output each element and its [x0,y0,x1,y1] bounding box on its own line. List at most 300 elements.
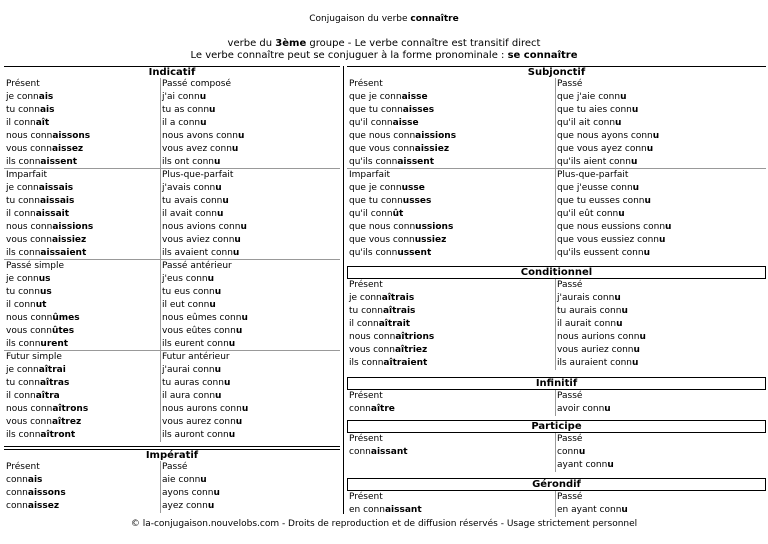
stem: conn [6,501,28,511]
indicatif-passe-simple-label: Passé simple [6,261,65,271]
stem: je conn [349,293,382,303]
ending: ussions [415,222,454,232]
conjugation-form [349,357,427,370]
conjugation-form [6,182,73,195]
stem: nous avions conn [162,222,241,232]
conjugation-form [557,117,621,130]
stem: j'aurai conn [162,365,215,375]
ending: urent [40,339,69,349]
stem: que vous conn [349,144,415,154]
ending: u [209,105,216,115]
stem: je conn [6,183,39,193]
stem: que tu eusses conn [557,196,645,206]
ending: u [214,157,221,167]
stem: ils avaient conn [162,248,233,258]
stem: conn [349,447,371,457]
ending: u [618,209,625,219]
stem: il a conn [162,118,201,128]
conjugation-form [557,344,640,357]
conjugation-form [557,234,665,247]
stem: qu'ils aient conn [557,157,631,167]
stem: je conn [6,92,39,102]
ending: us [38,274,51,284]
conjugation-form [557,208,625,221]
ending: aîtrait [378,319,411,329]
subjonctif-imparfait-label: Imparfait [349,170,391,180]
column-divider [160,78,161,169]
stem: tu conn [6,287,40,297]
conjugation-form [6,429,75,442]
ending: u [207,274,215,284]
conjugation-form [349,234,446,247]
ending: aissait [35,209,70,219]
conjugation-form [162,429,235,442]
ending: aisses [402,105,435,115]
column-divider [555,78,556,169]
ending: u [659,235,666,245]
stem: il eut conn [162,300,210,310]
stem: il conn [6,209,36,219]
stem: vous auriez conn [557,345,634,355]
ending: aisse [401,92,428,102]
conjugation-form [557,403,611,416]
conjugation-form [6,299,46,312]
ending: aissons [52,131,91,141]
page-title: Conjugaison du verbe connaître [309,14,459,24]
stem: qu'il conn [349,118,393,128]
stem: conn [6,488,28,498]
conjugation-form [557,305,628,318]
stem: nous conn [6,313,53,323]
ending: u [615,118,622,128]
conjugation-form [6,487,66,500]
stem: ils conn [6,157,41,167]
ending: aissant [370,447,408,457]
conjugation-form [162,325,242,338]
conjugation-form [557,504,628,517]
ending: u [235,326,243,336]
stem: vous aurez conn [162,417,236,427]
stem: il conn [6,118,36,128]
imperatif-present-label: Présent [6,462,40,472]
stem: nous conn [6,222,53,232]
stem: ayez conn [162,501,208,511]
ending: aissez [51,144,84,154]
ending: u [235,417,243,427]
ending: aissions [415,131,457,141]
conjugation-form [349,446,408,459]
stem: ils conn [6,339,41,349]
stem: qu'ils conn [349,157,398,167]
subjonctif-plus-que-parfait-label: Plus-que-parfait [557,170,629,180]
ending: u [237,131,245,141]
conjugation-form [349,292,414,305]
subjonctif-passe-label: Passé [557,79,583,89]
conjugation-form [162,474,207,487]
ending: aissons [27,488,66,498]
ending: aissiez [414,144,450,154]
infinitif-heading: Infinitif [347,377,766,390]
ending: u [652,131,660,141]
stem: qu'il eût conn [557,209,619,219]
stem: vous aviez conn [162,235,235,245]
conjugation-form [557,130,659,143]
ending: u [639,332,646,342]
conjugation-form [349,403,395,416]
conjugation-form [349,130,456,143]
conjugation-form [6,286,52,299]
column-divider [160,461,161,513]
ending: u [216,209,224,219]
subjonctif-heading: Subjonctif [347,66,766,77]
conjugation-form [349,247,431,260]
conjugation-form [557,357,638,370]
conjugation-form [557,195,651,208]
conjugation-form [6,91,53,104]
stem: vous conn [6,144,52,154]
indicatif-futur-simple-label: Futur simple [6,352,62,362]
ending: aît [35,118,50,128]
infinitif-passe-label: Passé [557,391,583,401]
stem: nous eûmes conn [162,313,242,323]
column-divider [555,169,556,260]
stem: tu aurais conn [557,306,622,316]
ending: u [213,488,220,498]
ending: ussent [397,248,432,258]
stem: que vous ayez conn [557,144,647,154]
conjugation-form [6,416,81,429]
ending: aîtrais [382,306,416,316]
imperatif-heading: Impératif [4,449,340,460]
indicatif-futur-anterieur-label: Futur antérieur [162,352,230,362]
conjugation-form [6,273,51,286]
conjugation-form [557,221,671,234]
conjugation-form [6,130,90,143]
ending: u [215,183,222,193]
conjugation-form [349,318,410,331]
ending: usses [402,196,432,206]
participe-present-label: Présent [349,434,383,444]
conjugation-form [349,331,434,344]
ending: u [214,287,222,297]
conjugation-form [162,104,215,117]
conjugation-form [162,234,241,247]
stem: tu eus conn [162,287,215,297]
conjugation-form [162,312,248,325]
conjugation-form [349,182,425,195]
gerondif-present-label: Présent [349,492,383,502]
conjugation-form [6,104,54,117]
ending: aîtront [40,430,76,440]
stem: vous eûtes conn [162,326,236,336]
conjugation-form [349,305,415,318]
conjugation-form [162,182,222,195]
ending: aissez [27,501,60,511]
conjugation-form [162,403,248,416]
conjugation-form [557,318,622,331]
stem: que vous eussiez conn [557,235,660,245]
ending: aîtraient [383,358,428,368]
stem: ils conn [349,358,384,368]
stem: il conn [6,391,36,401]
ending: u [632,183,640,193]
ending: u [643,248,650,258]
stem: ils eurent conn [162,339,229,349]
stem: qu'il conn [349,209,393,219]
stem: nous aurions conn [557,332,640,342]
stem: vous avez conn [162,144,232,154]
ending: u [616,319,623,329]
ending: u [630,157,638,167]
gerondif-passe-label: Passé [557,492,583,502]
conjugation-form [6,117,49,130]
conjugation-form [349,504,422,517]
conjugation-form [6,474,42,487]
stem: que je conn [349,183,402,193]
column-divider [160,260,161,351]
stem: ils auront conn [162,430,229,440]
stem: ils auraient conn [557,358,632,368]
ending: aître [370,404,395,414]
ending: aîtrons [52,404,89,414]
indicatif-passe-compose-label: Passé composé [162,79,231,89]
stem: il aura conn [162,391,216,401]
stem: ils conn [6,248,41,258]
conjugation-form [162,299,216,312]
conjugation-form [349,221,453,234]
ending: ais [38,92,54,102]
ending: u [231,144,239,154]
conjugation-form [349,143,449,156]
conjugation-form [6,325,74,338]
ending: u [665,222,672,232]
ending: u [607,460,614,470]
conjugation-form [349,104,434,117]
ending: ut [35,300,47,310]
stem: nous aurons conn [162,404,242,414]
conjugation-form [6,234,86,247]
verb-group-line: verbe du 3ème groupe - Le verbe connaître est transitif direct [227,38,541,49]
stem: tu conn [6,378,40,388]
stem: j'eus conn [162,274,208,284]
conjugation-form [6,143,83,156]
ending: us [39,287,52,297]
indicatif-heading: Indicatif [4,66,340,77]
stem: vous conn [349,345,395,355]
ending: u [614,293,621,303]
conjugation-form [162,390,221,403]
ending: u [644,196,651,206]
ending: u [631,358,639,368]
ending: u [209,300,216,310]
ending: ussiez [414,235,447,245]
stem: que j'aie conn [557,92,621,102]
ending: aissant [384,505,422,515]
indicatif-imparfait-label: Imparfait [6,170,48,180]
ending: usse [401,183,425,193]
ending: aissais [38,183,74,193]
conjugation-form [162,221,247,234]
participe-passe-label: Passé [557,434,583,444]
stem: aie conn [162,475,201,485]
ending: u [620,92,627,102]
ending: u [214,365,222,375]
subjonctif-present-label: Présent [349,79,383,89]
imperatif-passe-label: Passé [162,462,188,472]
ending: u [241,313,248,323]
conjugation-form [557,459,614,472]
ending: ûmes [52,313,80,323]
conjugation-form [162,500,214,513]
ending: aîtra [35,391,60,401]
conjugation-form [6,403,88,416]
stem: que j'eusse conn [557,183,633,193]
ending: u [241,404,249,414]
ending: aissent [397,157,434,167]
conjugation-form [557,331,646,344]
ending: aissent [40,157,78,167]
conditionnel-present-label: Présent [349,280,383,290]
stem: que nous eussions conn [557,222,666,232]
conjugation-form [162,286,221,299]
stem: il avait conn [162,209,217,219]
stem: que nous conn [349,222,416,232]
center-divider [343,66,344,514]
conjugation-form [6,377,69,390]
conjugation-form [162,416,242,429]
participe-heading: Participe [347,420,766,433]
ending: u [232,248,240,258]
stem: que nous conn [349,131,416,141]
stem: vous conn [6,235,52,245]
ending: aissaient [40,248,87,258]
indicatif-plus-que-parfait-label: Plus-que-parfait [162,170,234,180]
stem: j'avais conn [162,183,216,193]
stem: que nous ayons conn [557,131,653,141]
stem: j'aurais conn [557,293,615,303]
ending: aîtras [39,378,70,388]
stem: en ayant conn [557,505,622,515]
ending: u [621,306,628,316]
conjugation-form [557,446,585,459]
stem: je conn [6,274,39,284]
stem: qu'ils conn [349,248,398,258]
stem: je conn [6,365,39,375]
ending: ais [27,475,43,485]
copyright-footer: © la-conjugaison.nouvelobs.com - Droits de reproduction et de diffusion réservés - Usage strictement personnel [130,519,638,529]
column-divider [555,433,556,472]
conjugation-form [349,117,419,130]
stem: tu conn [6,196,40,206]
ending: u [604,404,611,414]
stem: il conn [6,300,36,310]
ending: u [578,447,586,457]
infinitif-present-label: Présent [349,391,383,401]
ending: aîtriez [394,345,428,355]
conjugation-form [6,390,60,403]
stem: il aurait conn [557,319,617,329]
conjugation-form [162,91,206,104]
stem: ayant conn [557,460,608,470]
ending: aîtrai [38,365,66,375]
ending: u [240,222,247,232]
ending: u [215,391,222,401]
column-divider [555,390,556,416]
conjugation-form [162,195,229,208]
ending: u [223,378,231,388]
stem: que tu aies conn [557,105,632,115]
ending: aîtrez [51,417,82,427]
stem: tu as conn [162,105,210,115]
conjugation-form [349,208,403,221]
stem: il conn [349,319,379,329]
ending: aissions [52,222,94,232]
conjugation-form [557,143,653,156]
ending: ûtes [51,326,75,336]
conjugation-form [6,195,74,208]
conjugation-form [6,208,69,221]
indicatif-present-label: Présent [6,79,40,89]
ending: aîtrions [395,332,435,342]
ending: u [234,235,241,245]
conjugation-form [162,364,221,377]
ending: u [200,475,207,485]
ending: u [200,118,207,128]
conjugation-form [557,104,638,117]
stem: tu conn [6,105,40,115]
conjugation-form [557,247,650,260]
column-divider [555,279,556,370]
conjugation-form [6,500,59,513]
stem: vous conn [6,326,52,336]
ending: aîtrais [381,293,415,303]
stem: conn [557,447,579,457]
ending: u [633,345,640,355]
conjugation-form [6,312,80,325]
conjugation-form [349,344,427,357]
stem: que je conn [349,92,402,102]
ending: u [222,196,229,206]
ending: u [207,501,215,511]
stem: que vous conn [349,235,415,245]
conjugation-form [349,195,431,208]
conjugation-form [6,221,93,234]
conjugation-form [349,91,428,104]
gerondif-heading: Gérondif [347,478,766,491]
ending: u [646,144,654,154]
ending: aisse [392,118,419,128]
ending: u [228,339,236,349]
stem: nous avons conn [162,131,238,141]
column-divider [555,491,556,517]
conjugation-form [557,182,639,195]
ending: u [631,105,639,115]
stem: ils conn [6,430,41,440]
ending: u [199,92,207,102]
conjugation-form [162,273,214,286]
indicatif-passe-anterieur-label: Passé antérieur [162,261,232,271]
stem: ayons conn [162,488,214,498]
stem: que tu conn [349,196,403,206]
stem: tu auras conn [162,378,224,388]
conjugation-form [557,91,627,104]
stem: conn [349,404,371,414]
conjugation-form [557,292,621,305]
stem: tu avais conn [162,196,223,206]
conjugation-form [162,208,223,221]
ending: ais [39,105,55,115]
stem: tu conn [349,306,383,316]
